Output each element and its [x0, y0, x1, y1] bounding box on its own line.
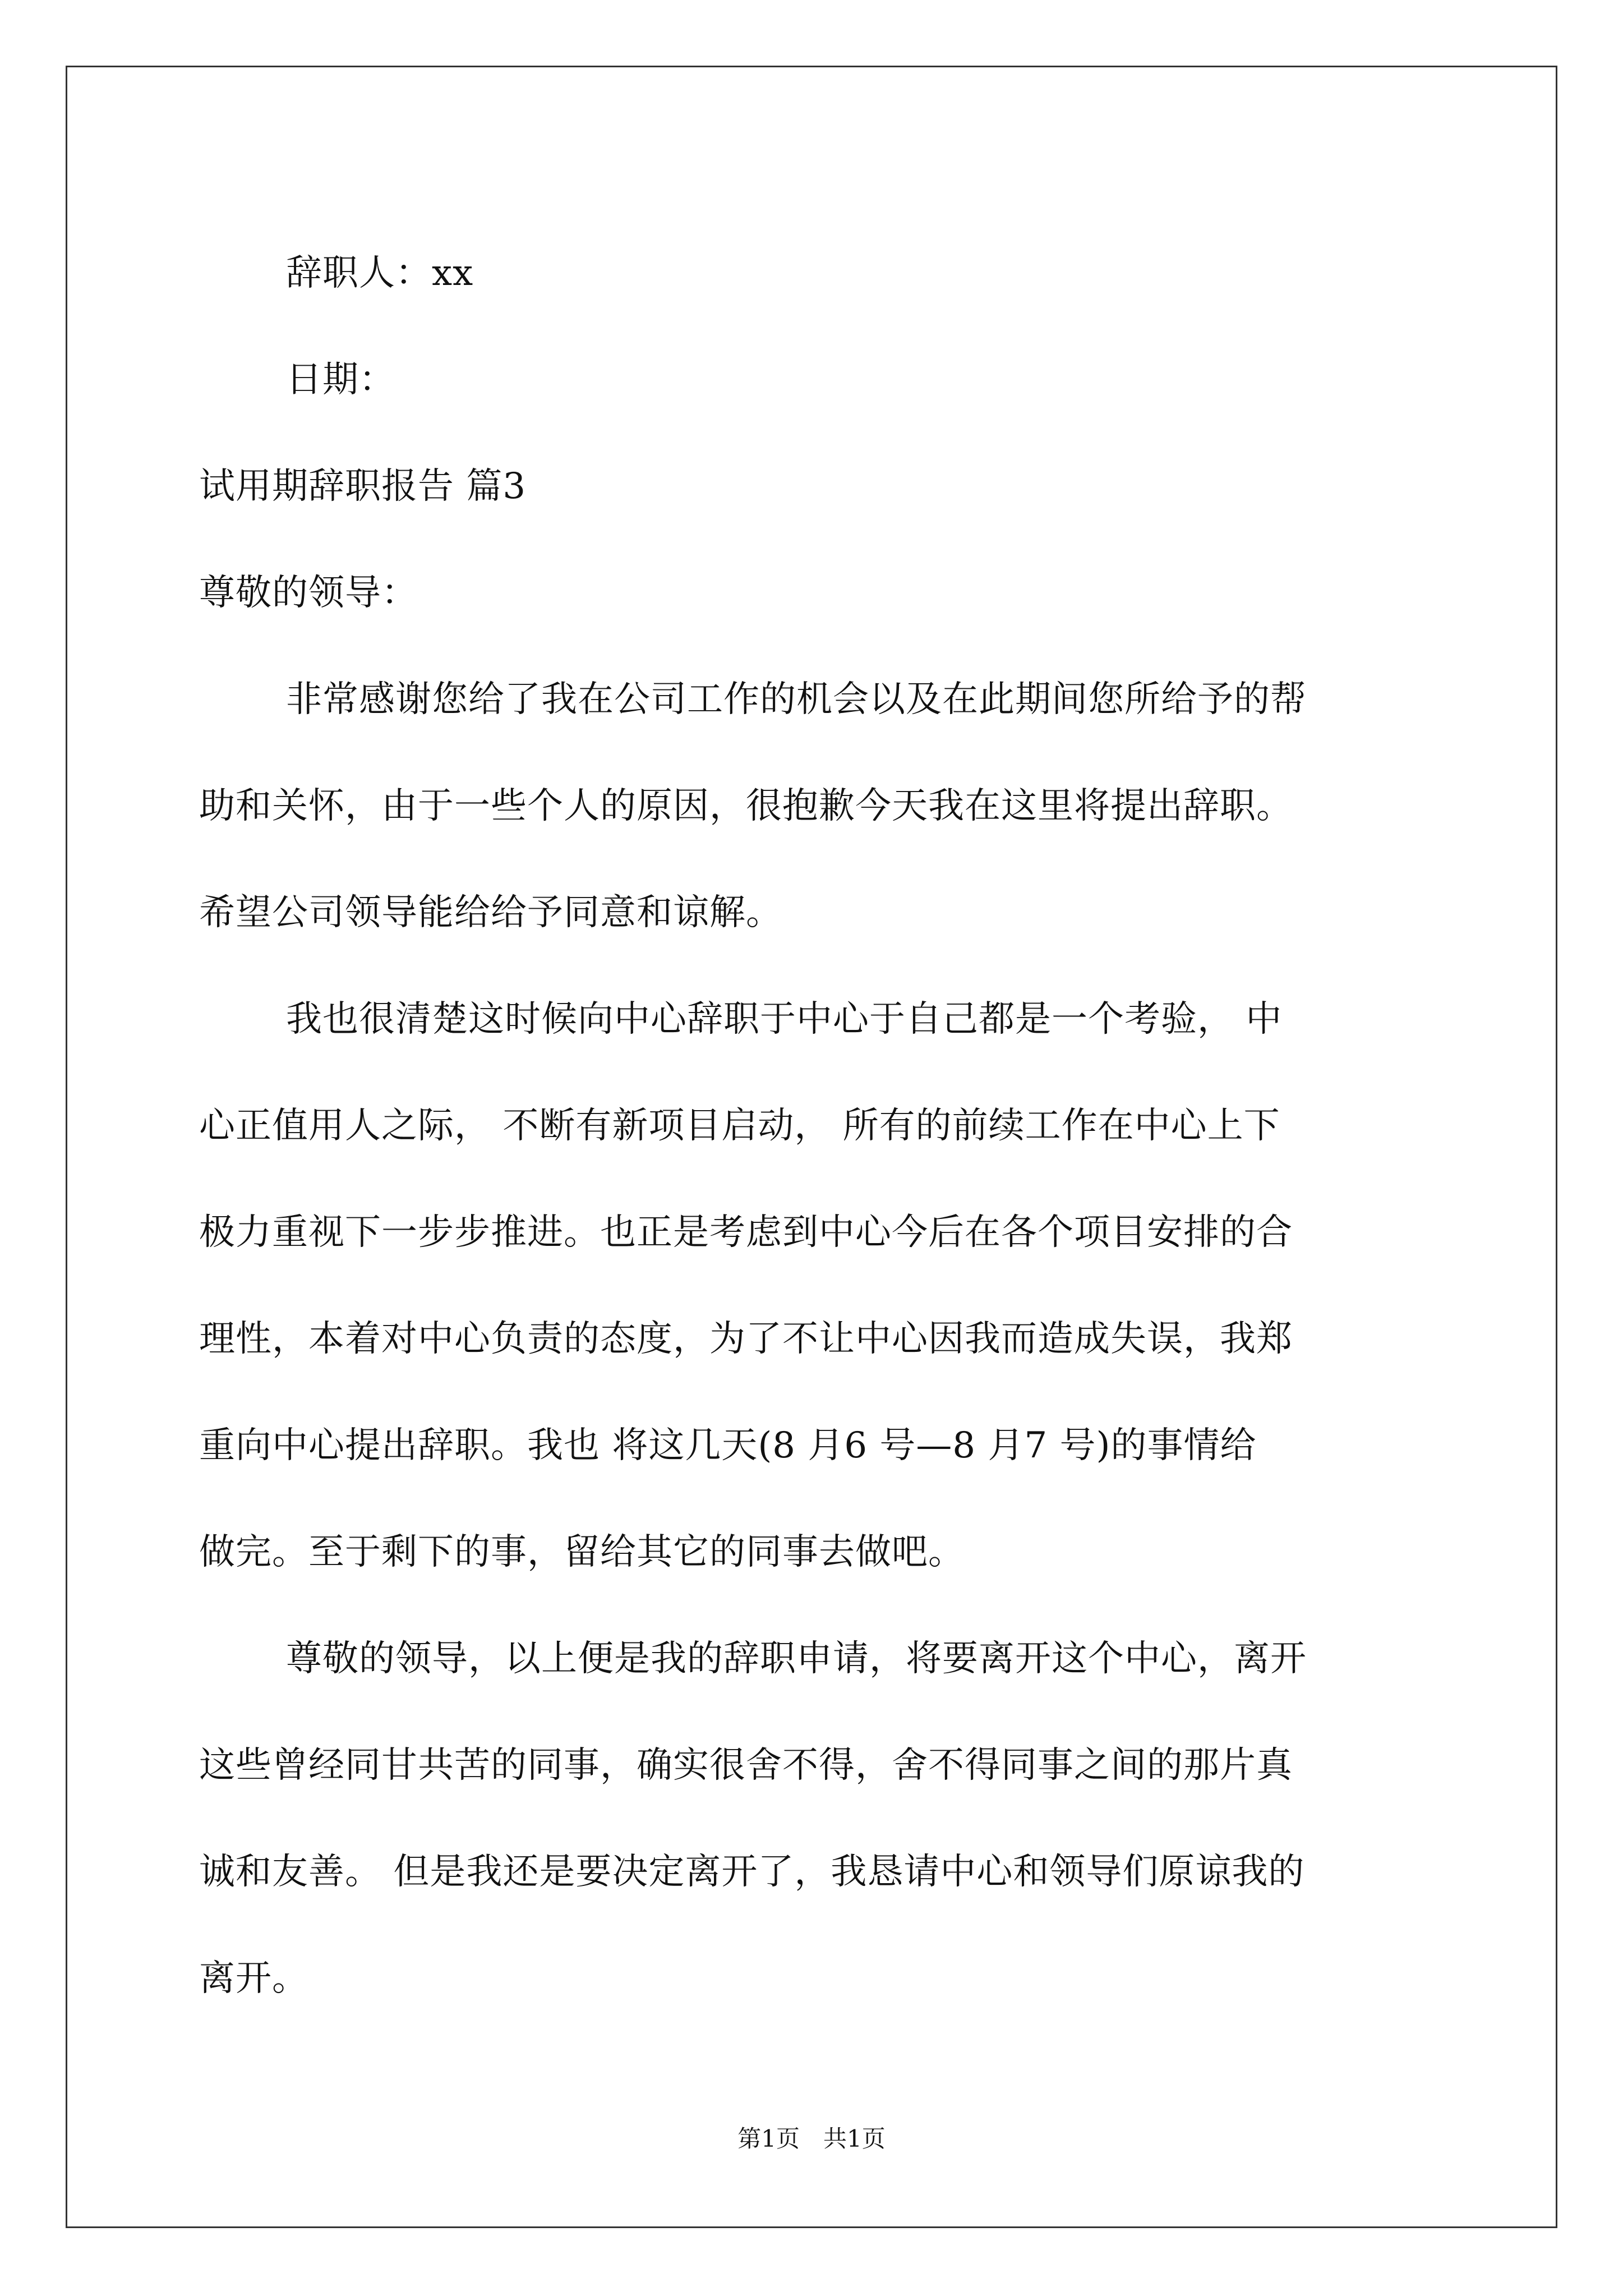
paragraph-line: 重向中心提出辞职。我也 将这几天(8 月6 号—8 月7 号)的事情给	[199, 1425, 1257, 1466]
paragraph-line: 诚和友善。 但是我还是要决定离开了，我恳请中心和领导们原谅我的	[199, 1851, 1305, 1893]
paragraph-line: 我也很清楚这时候向中心辞职于中心于自己都是一个考验， 中	[286, 999, 1283, 1040]
paragraph-line: 这些曾经同甘共苦的同事，确实很舍不得，舍不得同事之间的那片真	[199, 1745, 1293, 1786]
resigner-line: 辞职人：xx	[286, 252, 474, 294]
paragraph-line: 心正值用人之际， 不断有新项目启动， 所有的前续工作在中心上下	[199, 1105, 1280, 1147]
paragraph-1	[199, 646, 1427, 966]
paragraph-line: 理性，本着对中心负责的态度，为了不让中心因我而造成失误，我郑	[199, 1318, 1293, 1360]
paragraph-line: 离开。	[199, 1958, 308, 1999]
document-body	[199, 220, 1427, 2032]
paragraph-line: 做完。至于剩下的事，留给其它的同事去做吧。	[199, 1531, 965, 1573]
document-heading: 试用期辞职报告 篇3	[199, 466, 527, 507]
paragraph-2	[199, 966, 1427, 1605]
page-number-footer: 第1页 共1页	[737, 2125, 886, 2152]
paragraph-line: 尊敬的领导，以上便是我的辞职申请，将要离开这个中心，离开	[286, 1638, 1307, 1680]
paragraph-line: 助和关怀，由于一些个人的原因，很抱歉今天我在这里将提出辞职。	[199, 785, 1293, 827]
paragraph-line: 极力重视下一步步推进。也正是考虑到中心今后在各个项目安排的合	[199, 1212, 1293, 1253]
salutation: 尊敬的领导：	[199, 572, 418, 614]
paragraph-3	[199, 1605, 1427, 2032]
paragraph-line: 非常感谢您给了我在公司工作的机会以及在此期间您所给予的帮	[286, 679, 1307, 720]
date-line: 日期：	[286, 359, 395, 401]
paragraph-line: 希望公司领导能给给予同意和谅解。	[199, 892, 782, 933]
